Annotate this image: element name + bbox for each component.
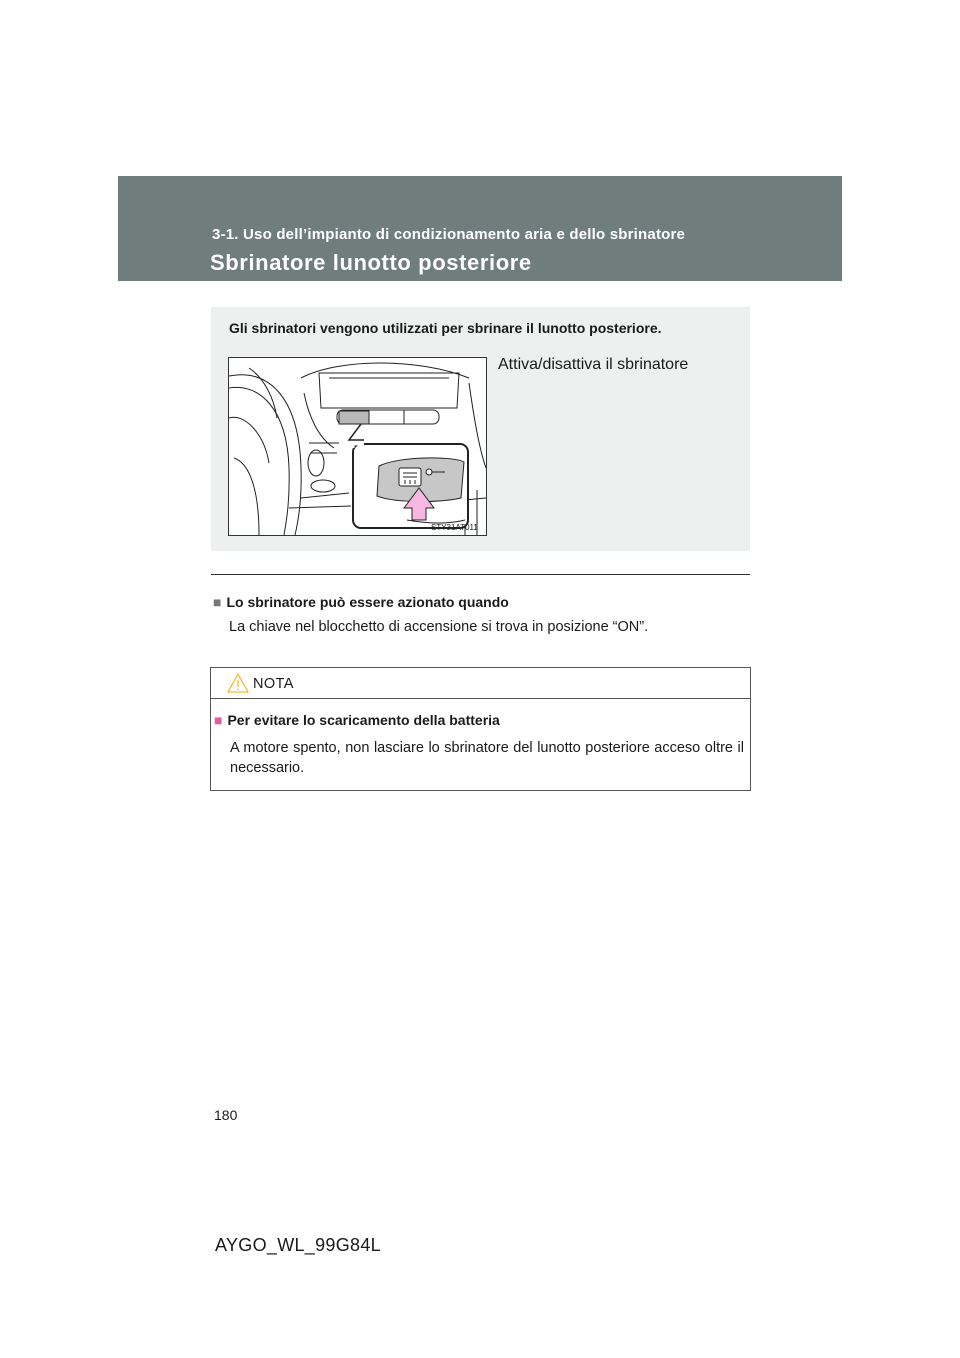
note-title-text: Per evitare lo scaricamento della batteria: [227, 712, 500, 728]
defroster-illustration: [228, 357, 487, 536]
square-bullet-icon: ■: [213, 594, 222, 610]
item-heading: [213, 594, 509, 610]
page-title: Sbrinatore lunotto posteriore: [210, 250, 532, 275]
section-title: 3-1. Uso dell’impianto di condizionamento aria e dello sbrinatore: [212, 226, 686, 243]
document-code: AYGO_WL_99G84L: [215, 1235, 381, 1255]
page-number: 180: [214, 1107, 238, 1123]
note-header: [211, 668, 750, 699]
item-heading-text: Lo sbrinatore può essere azionato quando: [226, 594, 509, 610]
note-title: [214, 712, 500, 728]
warning-triangle-icon: [227, 673, 249, 693]
callout-label: Attiva/disattiva il sbrinatore: [498, 356, 689, 373]
divider: [211, 574, 750, 575]
dashboard-drawing: [229, 358, 486, 535]
intro-box: [211, 307, 750, 551]
note-box: [210, 667, 751, 791]
note-body: A motore spento, non lasciare lo sbrinatore del lunotto posteriore acceso oltre il necessario.: [230, 740, 744, 776]
square-bullet-icon: ■: [214, 712, 223, 728]
intro-text: Gli sbrinatori vengono utilizzati per sbrinare il lunotto posteriore.: [229, 320, 662, 336]
section-header: [118, 176, 842, 281]
note-label: NOTA: [253, 676, 294, 692]
item-body: La chiave nel blocchetto di accensione si trova in posizione “ON”.: [229, 619, 649, 635]
figure-code: STY31AT011: [431, 523, 478, 532]
